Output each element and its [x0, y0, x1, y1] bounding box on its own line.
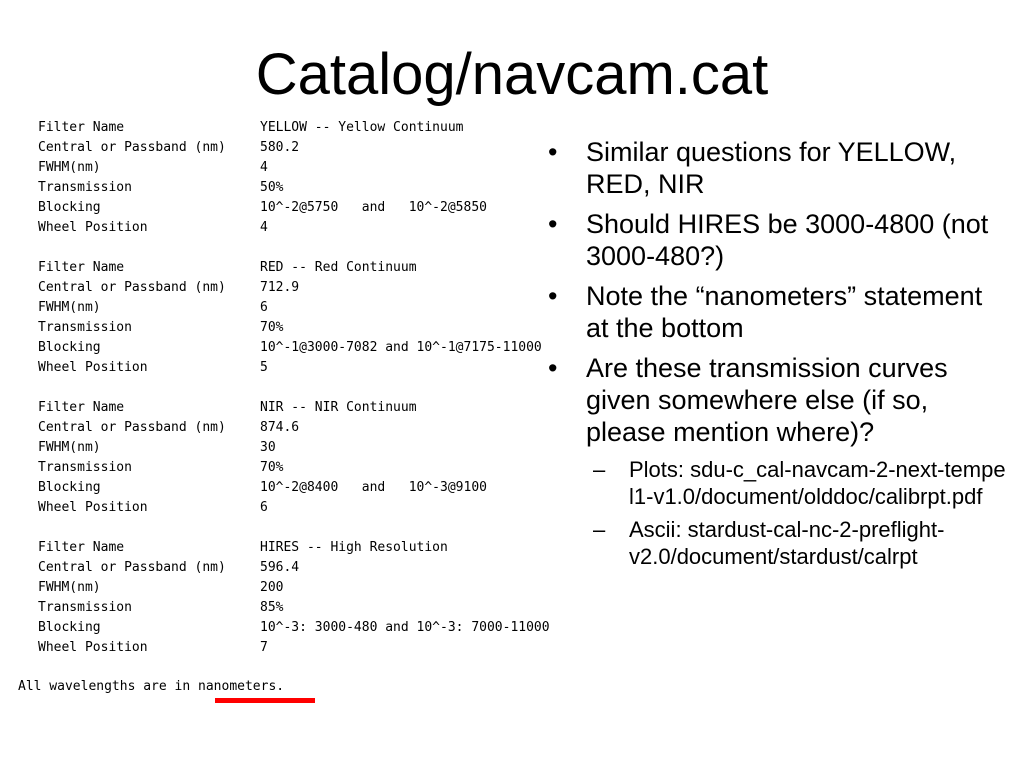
- catalog-row: [38, 538, 583, 558]
- sub-bullet-item: [593, 516, 1010, 570]
- catalog-row: [38, 358, 583, 378]
- field-label: Wheel Position: [38, 360, 148, 375]
- bullet-marker: •: [548, 353, 558, 383]
- catalog-row: [38, 498, 583, 518]
- field-label: Central or Passband (nm): [38, 420, 226, 435]
- field-label: FWHM(nm): [38, 440, 101, 455]
- sub-bullet-item: [593, 456, 1010, 510]
- sub-bullet-text: Ascii: stardust-cal-nc-2-preflight-v2.0/document/stardust/calrpt: [629, 517, 945, 569]
- field-value: 5: [260, 360, 268, 375]
- field-value: 10^-2@5750 and 10^-2@5850: [260, 200, 487, 215]
- bullet-text: Note the “nanometers” statement at the bottom: [586, 281, 983, 343]
- catalog-row: [38, 598, 583, 618]
- field-value: 70%: [260, 320, 284, 335]
- catalog-row: [38, 638, 583, 658]
- catalog-row: [38, 438, 583, 458]
- field-value: 70%: [260, 460, 284, 475]
- catalog-row: [38, 258, 583, 278]
- catalog-row: [38, 138, 583, 158]
- catalog-row: [38, 178, 583, 198]
- field-label: Blocking: [38, 480, 101, 495]
- field-value: 10^-1@3000-7082 and 10^-1@7175-11000: [260, 340, 542, 355]
- bullet-item: [548, 208, 1010, 272]
- field-label: FWHM(nm): [38, 160, 101, 175]
- field-label: Transmission: [38, 320, 132, 335]
- sub-bullet-text: Plots: sdu-c_cal-navcam-2-next-tempel1-v1.0/document/olddoc/calibrpt.pdf: [629, 457, 1006, 509]
- catalog-row: [38, 398, 583, 418]
- field-label: Transmission: [38, 600, 132, 615]
- field-value: 874.6: [260, 420, 300, 435]
- field-value: 10^-3: 3000-480 and 10^-3: 7000-11000: [260, 620, 550, 635]
- field-value: 580.2: [260, 140, 300, 155]
- red-underline-highlight: [215, 698, 315, 703]
- field-value: 10^-2@8400 and 10^-3@9100: [260, 480, 487, 495]
- field-value: 6: [260, 300, 268, 315]
- field-label: Filter Name: [38, 400, 125, 415]
- field-label: Filter Name: [38, 540, 125, 555]
- catalog-row: [38, 218, 583, 238]
- filter-block-yellow: [38, 118, 583, 238]
- field-value: 50%: [260, 180, 284, 195]
- field-label: Wheel Position: [38, 640, 148, 655]
- field-label: Filter Name: [38, 260, 125, 275]
- field-label: Blocking: [38, 340, 101, 355]
- filter-block-red: [38, 258, 583, 378]
- catalog-row: [38, 338, 583, 358]
- question-bullets: [548, 136, 1010, 576]
- field-label: Blocking: [38, 620, 101, 635]
- catalog-row: [38, 558, 583, 578]
- field-value: HIRES -- High Resolution: [260, 540, 448, 555]
- catalog-row: [38, 298, 583, 318]
- wavelength-footnote: All wavelengths are in nanometers.: [18, 679, 285, 694]
- sub-bullet-marker: –: [593, 457, 606, 482]
- field-value: 712.9: [260, 280, 300, 295]
- catalog-row: [38, 478, 583, 498]
- field-value: NIR -- NIR Continuum: [260, 400, 417, 415]
- field-label: FWHM(nm): [38, 300, 101, 315]
- bullet-text: Similar questions for YELLOW, RED, NIR: [586, 137, 957, 199]
- bullet-marker: •: [548, 209, 558, 239]
- field-label: Filter Name: [38, 120, 125, 135]
- field-label: Central or Passband (nm): [38, 140, 226, 155]
- catalog-row: [38, 418, 583, 438]
- field-value: 4: [260, 220, 268, 235]
- field-label: Central or Passband (nm): [38, 560, 226, 575]
- bullet-marker: •: [548, 281, 558, 311]
- bullet-item: [548, 352, 1010, 448]
- field-value: 85%: [260, 600, 284, 615]
- field-value: 4: [260, 160, 268, 175]
- field-label: Wheel Position: [38, 220, 148, 235]
- field-value: 30: [260, 440, 276, 455]
- filter-catalog: [38, 118, 583, 678]
- field-value: 596.4: [260, 560, 300, 575]
- catalog-row: [38, 618, 583, 638]
- filter-block-nir: [38, 398, 583, 518]
- field-label: Transmission: [38, 460, 132, 475]
- catalog-row: [38, 318, 583, 338]
- bullet-item: [548, 280, 1010, 344]
- catalog-row: [38, 118, 583, 138]
- field-value: 7: [260, 640, 268, 655]
- filter-block-hires: [38, 538, 583, 658]
- bullet-text: Should HIRES be 3000-4800 (not 3000-480?): [586, 209, 989, 271]
- bullet-item: [548, 136, 1010, 200]
- field-label: Blocking: [38, 200, 101, 215]
- bullet-text: Are these transmission curves given somewhere else (if so, please mention where)?: [586, 353, 948, 447]
- field-label: Central or Passband (nm): [38, 280, 226, 295]
- slide-title: Catalog/navcam.cat: [255, 42, 769, 107]
- catalog-row: [38, 278, 583, 298]
- bullet-marker: •: [548, 137, 558, 167]
- field-value: 6: [260, 500, 268, 515]
- catalog-row: [38, 578, 583, 598]
- field-label: FWHM(nm): [38, 580, 101, 595]
- field-value: RED -- Red Continuum: [260, 260, 417, 275]
- field-value: 200: [260, 580, 284, 595]
- catalog-row: [38, 158, 583, 178]
- field-label: Transmission: [38, 180, 132, 195]
- field-label: Wheel Position: [38, 500, 148, 515]
- catalog-row: [38, 198, 583, 218]
- field-value: YELLOW -- Yellow Continuum: [260, 120, 464, 135]
- sub-bullet-marker: –: [593, 517, 606, 542]
- catalog-row: [38, 458, 583, 478]
